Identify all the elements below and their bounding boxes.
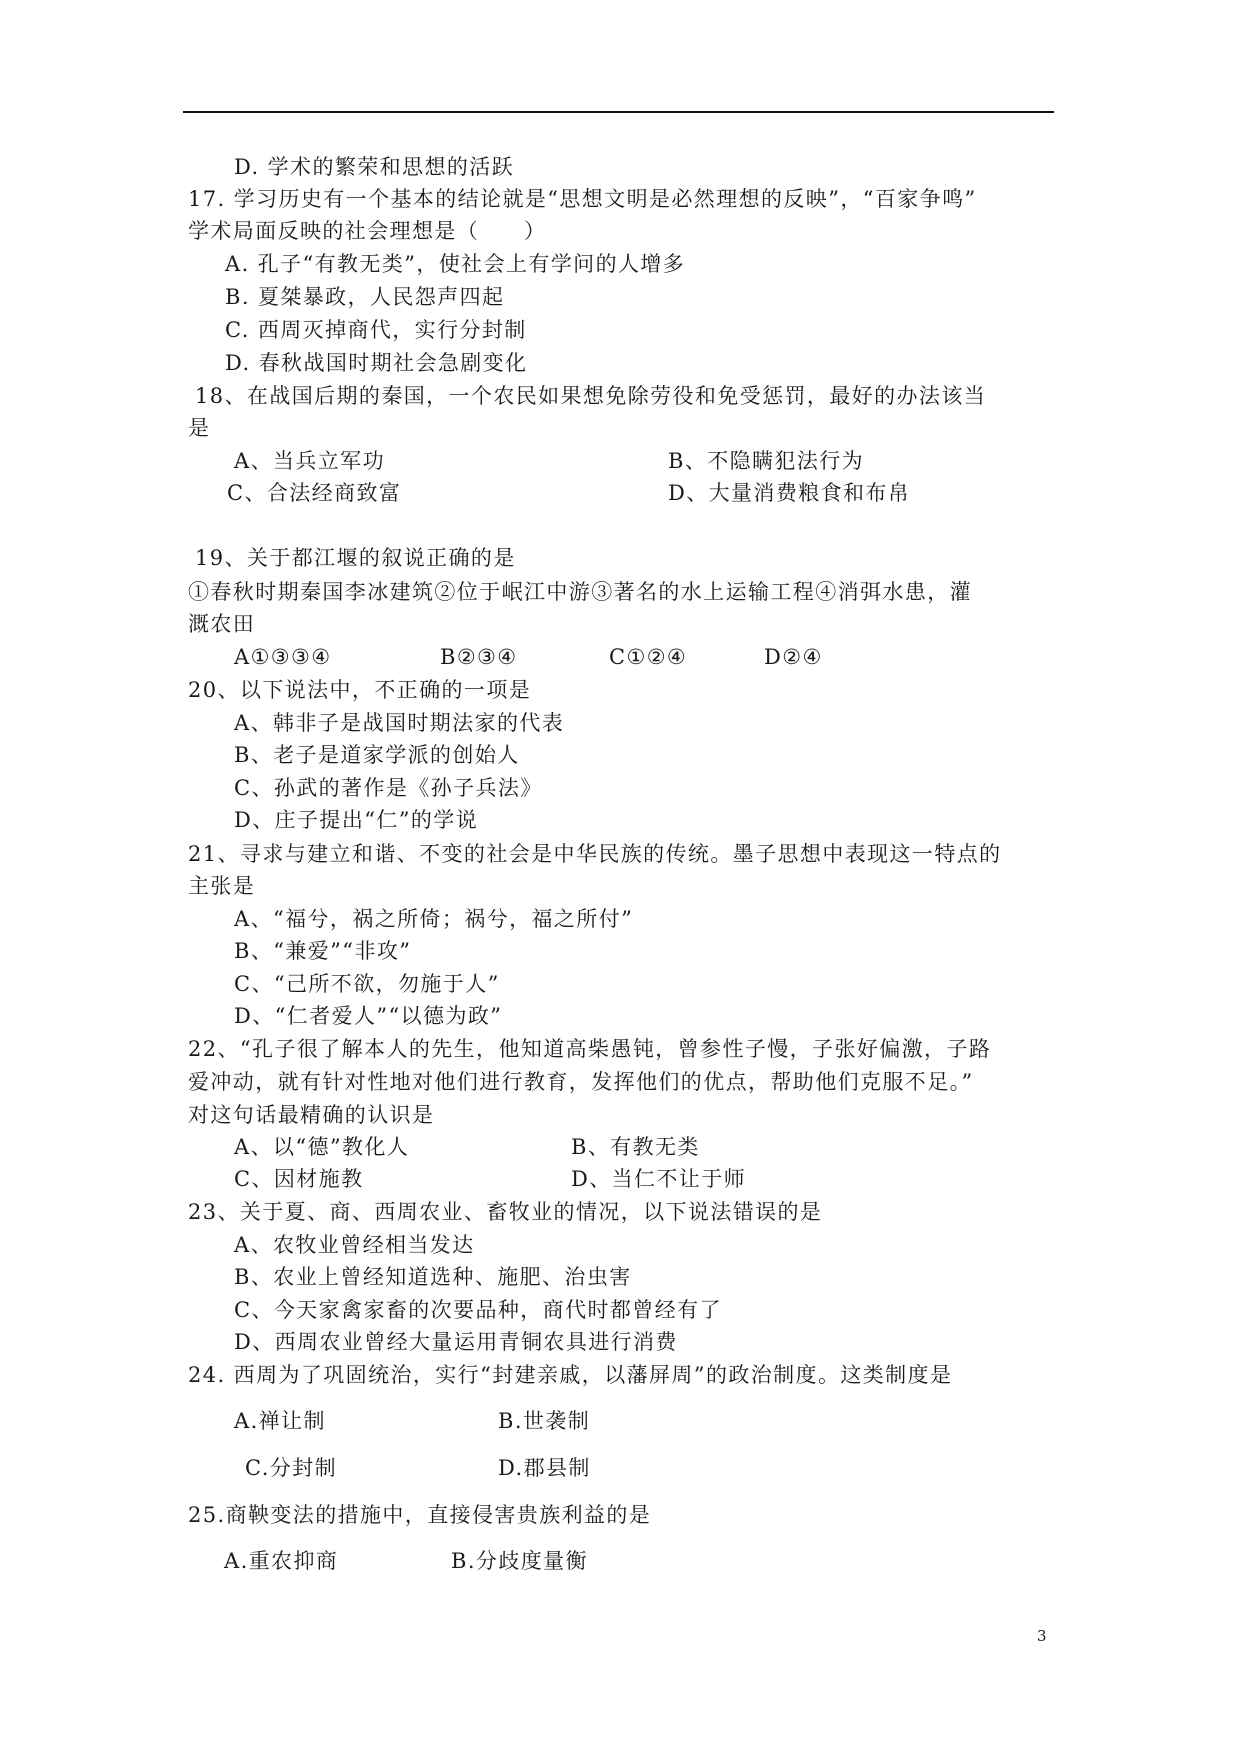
q22-option-c: C、因材施教	[234, 1167, 364, 1191]
q17-option-a: A. 孔子“有教无类”，使社会上有学问的人增多	[225, 252, 686, 276]
q17-option-b: B. 夏桀暴政，人民怨声四起	[225, 285, 505, 309]
q17-option-c: C. 西周灭掉商代，实行分封制	[225, 318, 527, 342]
q23-option-d: D、西周农业曾经大量运用青铜农具进行消费	[234, 1330, 678, 1354]
q22-option-d: D、当仁不让于师	[571, 1167, 747, 1191]
q23-stem: 23、关于夏、商、西周农业、畜牧业的情况，以下说法错误的是	[188, 1200, 823, 1224]
q22-option-a: A、以“德”教化人	[234, 1135, 410, 1159]
q20-option-d: D、庄子提出“仁”的学说	[234, 808, 479, 832]
q19-statements-line2: 溉农田	[188, 612, 256, 636]
header-rule	[183, 111, 1054, 113]
q20-option-c: C、孙武的著作是《孙子兵法》	[234, 776, 543, 800]
q18-stem-line2: 是	[188, 416, 211, 440]
q19-option-d: D②④	[764, 645, 823, 669]
q20-option-b: B、老子是道家学派的创始人	[234, 743, 520, 767]
q25-option-a: A.重农抑商	[224, 1549, 339, 1573]
q23-option-c: C、今天家禽家畜的次要品种，商代时都曾经有了	[234, 1298, 722, 1322]
q22-option-b: B、有教无类	[571, 1135, 700, 1159]
q18-option-c: C、合法经商致富	[227, 481, 402, 505]
q19-option-c: C①②④	[609, 645, 688, 669]
q22-stem-line3: 对这句话最精确的认识是	[188, 1103, 435, 1127]
q24-option-d: D.郡县制	[498, 1456, 591, 1480]
q20-option-a: A、韩非子是战国时期法家的代表	[234, 711, 565, 735]
q24-stem: 24. 西周为了巩固统治，实行“封建亲戚，以藩屏周”的政治制度。这类制度是	[188, 1363, 953, 1387]
q24-option-b: B.世袭制	[498, 1409, 591, 1433]
q21-option-d: D、“仁者爱人”“以德为政”	[234, 1004, 503, 1028]
q21-option-a: A、“福兮，祸之所倚；祸兮，福之所付”	[234, 907, 634, 931]
q23-option-b: B、农业上曾经知道选种、施肥、治虫害	[234, 1265, 632, 1289]
q20-stem: 20、以下说法中，不正确的一项是	[188, 678, 532, 702]
q21-stem-line1: 21、寻求与建立和谐、不变的社会是中华民族的传统。墨子思想中表现这一特点的	[188, 842, 1002, 866]
q19-option-b: B②③④	[440, 645, 518, 669]
q25-stem: 25.商鞅变法的措施中，直接侵害贵族利益的是	[188, 1503, 652, 1527]
q18-option-d: D、大量消费粮食和布帛	[668, 481, 911, 505]
q23-option-a: A、农牧业曾经相当发达	[234, 1233, 475, 1257]
q19-option-a: A①③③④	[234, 645, 332, 669]
q18-stem-line1: 18、在战国后期的秦国，一个农民如果想免除劳役和免受惩罚，最好的办法该当	[195, 384, 987, 408]
q22-stem-line2: 爱冲动，就有针对性地对他们进行教育，发挥他们的优点，帮助他们克服不足。”	[188, 1070, 974, 1094]
q21-option-b: B、“兼爱”“非攻”	[234, 939, 412, 963]
q21-stem-line2: 主张是	[188, 874, 256, 898]
q19-stem: 19、关于都江堰的叙说正确的是	[195, 546, 516, 570]
q24-option-c: C.分封制	[245, 1456, 337, 1480]
q24-option-a: A.禅让制	[234, 1409, 326, 1433]
q18-option-a: A、当兵立军功	[234, 449, 385, 473]
q25-option-b: B.分歧度量衡	[451, 1549, 588, 1573]
q16-option-d: D. 学术的繁荣和思想的活跃	[234, 155, 515, 179]
q21-option-c: C、“己所不欲，勿施于人”	[234, 972, 500, 996]
q19-statements-line1: ①春秋时期秦国李冰建筑②位于岷江中游③著名的水上运输工程④消弭水患，灌	[188, 580, 972, 604]
q22-stem-line1: 22、“孔子很了解本人的先生，他知道高柴愚钝，曾参性子慢，子张好偏激，子路	[188, 1037, 992, 1061]
page-number: 3	[1037, 1627, 1047, 1645]
q17-stem-line1: 17. 学习历史有一个基本的结论就是“思想文明是必然理想的反映”，“百家争鸣”	[188, 187, 977, 211]
q17-stem-line2: 学术局面反映的社会理想是（ ）	[188, 219, 547, 243]
q18-option-b: B、不隐瞒犯法行为	[668, 449, 865, 473]
q17-option-d: D. 春秋战国时期社会急剧变化	[225, 351, 528, 375]
